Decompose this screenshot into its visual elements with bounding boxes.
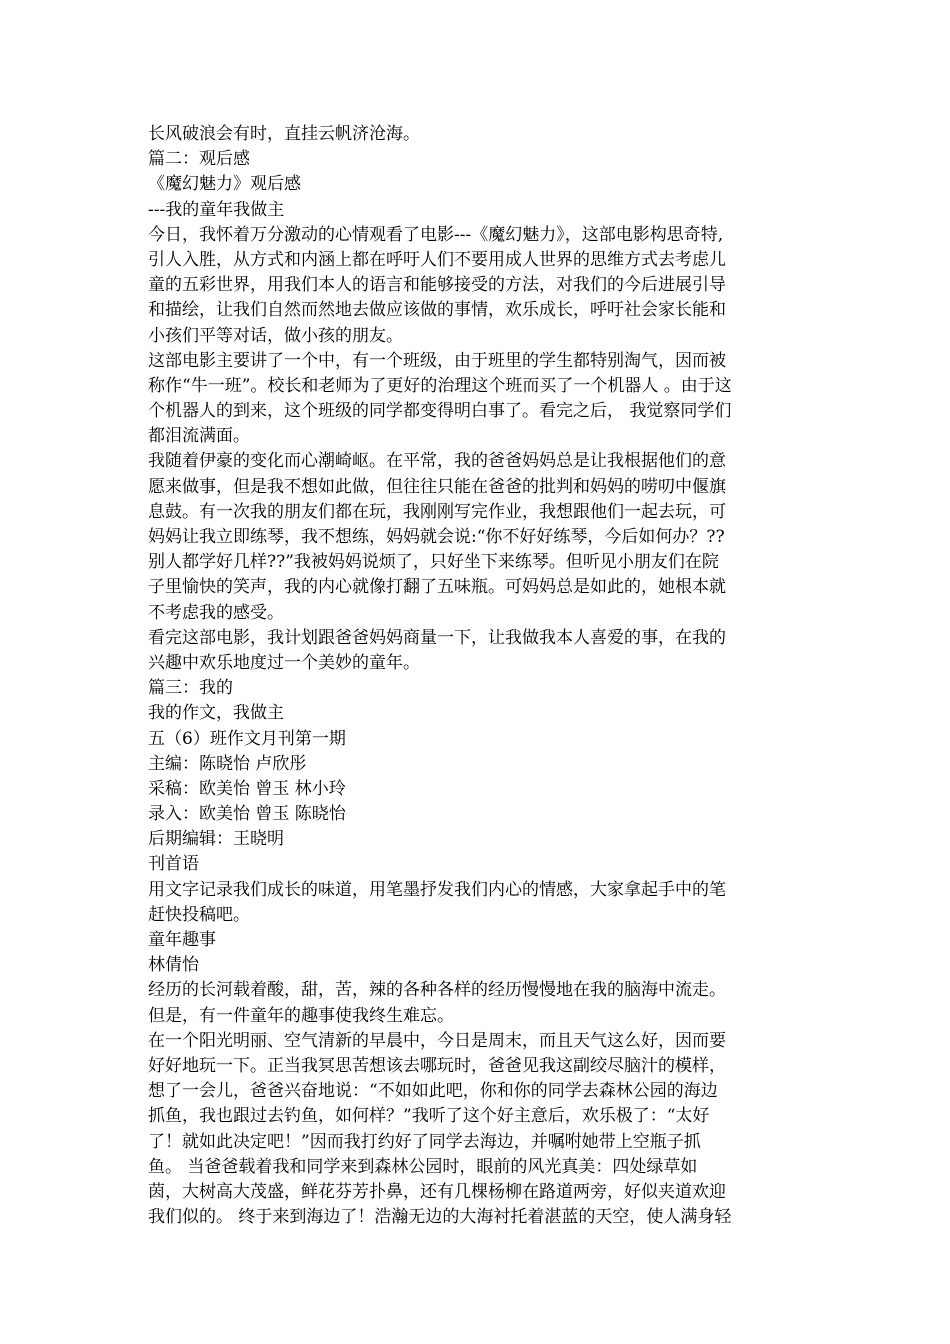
section-heading: 篇二：观后感 bbox=[148, 149, 250, 170]
text-line: 子里愉快的笑声，我的内心就像打翻了五味瓶。可妈妈总是如此的，她根本就 bbox=[148, 577, 726, 598]
text-line: 兴趣中欢乐地度过一个美妙的童年。 bbox=[148, 652, 420, 673]
text-line: 愿来做事，但是我不想如此做，但往往只能在爸爸的批判和妈妈的唠叨中偃旗 bbox=[148, 476, 726, 497]
text-line: 引人入胜，从方式和内涵上都在呼吁人们不要用成人世界的思维方式去考虑儿 bbox=[148, 249, 726, 270]
text-line: 刊首语 bbox=[148, 854, 199, 875]
text-line: 经历的长河载着酸，甜，苦，辣的各种各样的经历慢慢地在我的脑海中流走。 bbox=[148, 980, 726, 1001]
text-line: 童的五彩世界，用我们本人的语言和能够接受的方法，对我们的今后进展引导 bbox=[148, 275, 726, 296]
text-line: 采稿：欧美怡 曾玉 林小玲 bbox=[148, 778, 346, 799]
text-line: 长风破浪会有时，直挂云帆济沧海。 bbox=[148, 124, 420, 144]
text-line: 不考虑我的感受。 bbox=[148, 602, 284, 623]
text-line: 称作“牛一班”。校长和老师为了更好的治理这个班而买了一个机器人 。由于这 bbox=[148, 375, 732, 396]
text-line: 用文字记录我们成长的味道，用笔墨抒发我们内心的情感，大家拿起手中的笔 bbox=[148, 879, 726, 900]
text-line: 录入：欧美怡 曾玉 陈晓怡 bbox=[148, 804, 346, 825]
text-line: 鱼。 当爸爸载着我和同学来到森林公园时，眼前的风光真美：四处绿草如 bbox=[148, 1156, 698, 1177]
text-line: 看完这部电影，我计划跟爸爸妈妈商量一下，让我做我本人喜爱的事，在我的 bbox=[148, 627, 726, 648]
text-line: 五（6）班作文月刊第一期 bbox=[148, 728, 346, 749]
text-line: 主编：陈晓怡 卢欣彤 bbox=[148, 753, 307, 774]
text-line: 都泪流满面。 bbox=[148, 426, 250, 447]
text-line: 小孩们平等对话，做小孩的朋友。 bbox=[148, 325, 403, 346]
text-line: 我的作文，我做主 bbox=[148, 703, 284, 724]
text-line: 赶快投稿吧。 bbox=[148, 904, 250, 925]
document-body bbox=[148, 122, 808, 1230]
section-heading: 篇三：我的 bbox=[148, 678, 233, 699]
text-line: 和描绘，让我们自然而然地去做应该做的事情，欢乐成长，呼吁社会家长能和 bbox=[148, 300, 726, 321]
text-line: 抓鱼，我也跟过去钓鱼，如何样？”我听了这个好主意后，欢乐极了：“太好 bbox=[148, 1106, 710, 1127]
text-line: 想了一会儿，爸爸兴奋地说：“不如如此吧，你和你的同学去森林公园的海边 bbox=[148, 1081, 718, 1102]
text-line: 息鼓。有一次我的朋友们都在玩，我刚刚写完作业，我想跟他们一起去玩，可 bbox=[148, 501, 726, 522]
text-line: 个机器人的到来，这个班级的同学都变得明白事了。看完之后， 我觉察同学们 bbox=[148, 401, 732, 422]
text-line: 今日，我怀着万分激动的心情观看了电影---《魔幻魅力》，这部电影构思奇特, bbox=[148, 224, 724, 245]
text-line: 童年趣事 bbox=[148, 930, 216, 950]
text-line: 这部电影主要讲了一个中，有一个班级，由于班里的学生都特别淘气，因而被 bbox=[148, 350, 726, 371]
text-line: 林倩怡 bbox=[148, 955, 199, 976]
text-line: 但是，有一件童年的趣事使我终生难忘。 bbox=[148, 1005, 454, 1026]
text-line: ---我的童年我做主 bbox=[148, 199, 285, 220]
text-line: 后期编辑：王晓明 bbox=[148, 829, 284, 850]
text-line: 《魔幻魅力》观后感 bbox=[148, 174, 301, 195]
text-line: 我们似的。 终于来到海边了！浩瀚无边的大海衬托着湛蓝的天空，使人满身轻 bbox=[148, 1207, 732, 1228]
text-line: 好好地玩一下。正当我冥思苦想该去哪玩时，爸爸见我这副绞尽脑汁的模样， bbox=[148, 1055, 726, 1076]
text-line: 妈妈让我立即练琴，我不想练，妈妈就会说:“你不好好练琴，今后如何办？?? bbox=[148, 527, 725, 547]
text-line: 在一个阳光明丽、空气清新的早晨中，今日是周末，而且天气这么好，因而要 bbox=[148, 1030, 726, 1051]
text-line: 茵，大树高大茂盛，鲜花芬芳扑鼻，还有几棵杨柳在路道两旁，好似夹道欢迎 bbox=[148, 1181, 726, 1202]
text-line: 别人都学好几样??”我被妈妈说烦了，只好坐下来练琴。但听见小朋友们在院 bbox=[148, 552, 719, 573]
text-line: 了！就如此决定吧！”因而我打约好了同学去海边，并嘱咐她带上空瓶子抓 bbox=[148, 1131, 701, 1152]
text-line: 我随着伊豪的变化而心潮崎岖。在平常，我的爸爸妈妈总是让我根据他们的意 bbox=[148, 451, 726, 472]
